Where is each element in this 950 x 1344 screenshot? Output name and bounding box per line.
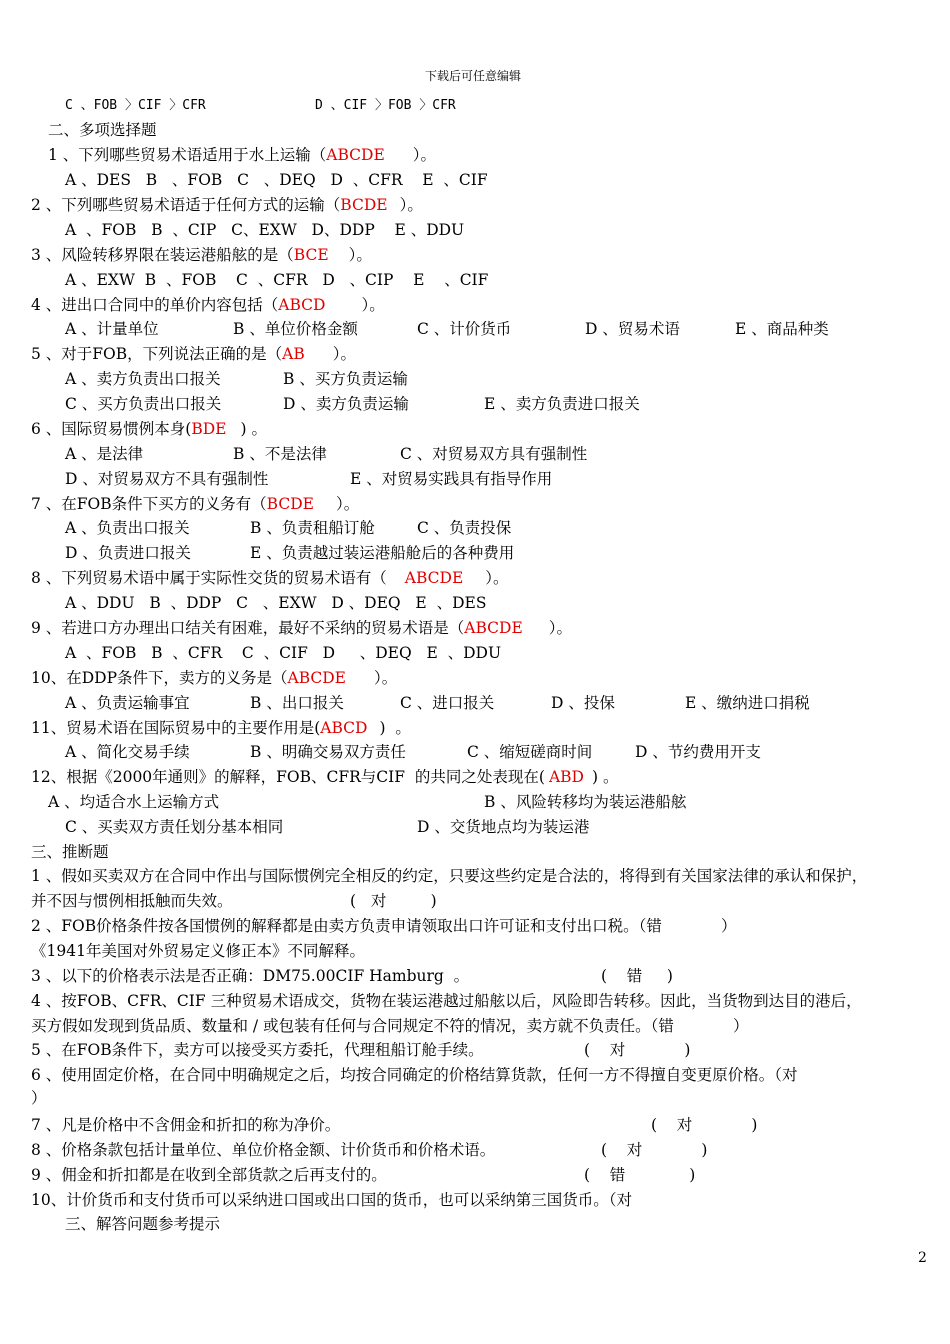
question-text: 1 、下列哪些贸易术语适用于水上运输（: [48, 146, 327, 164]
question-7: [31, 494, 359, 514]
question-7-option-a: A 、负责出口报关: [65, 519, 190, 537]
question-tail: ）。: [548, 619, 573, 637]
question-tail: ）。: [374, 669, 398, 687]
question-text: 12、根据《2000年通则》的解释，FOB、CFR与CIF 的共同之处表现在(: [31, 768, 545, 786]
question-tail: ) 。: [379, 719, 411, 737]
question-6-option-e: E 、对贸易实践具有指导作用: [350, 470, 553, 488]
question-7-option-b: B 、负责租船订舱: [250, 519, 375, 537]
question-11-option-d: D 、节约费用开支: [635, 743, 761, 761]
question-5-option-e: E 、卖方负责进口报关: [484, 395, 640, 413]
question-7-option-e: E 、负责越过装运港船舱后的各种费用: [250, 544, 515, 562]
question-2: [31, 195, 423, 215]
judgement-7: 7 、凡是价格中不含佣金和折扣的称为净价。: [31, 1116, 341, 1134]
judgement-1-mark: ( 对 ): [350, 892, 437, 910]
question-2-options: A 、FOB B 、CIP C、EXW D、DDP E 、DDU: [65, 221, 465, 239]
judgement-4-line-2: 买方假如发现到货品质、数量和 / 或包装有任何与合同规定不符的情况，卖方就不负责任。（错 ）: [31, 1017, 749, 1035]
question-4-option-d: D 、贸易术语: [585, 320, 680, 338]
question-1-options: A 、DES B 、FOB C 、DEQ D 、CFR E 、CIF: [65, 171, 488, 189]
question-6-option-c: C 、对贸易双方具有强制性: [400, 445, 588, 463]
question-10-option-b: B 、出口报关: [250, 694, 344, 712]
question-5-option-d: D 、卖方负责运输: [283, 395, 409, 413]
question-4: [31, 295, 385, 315]
question-4-option-e: E 、商品种类: [735, 320, 829, 338]
judgement-6-line-2: ）: [31, 1089, 47, 1107]
answer: BCDE: [266, 495, 314, 513]
question-text: 2 、下列哪些贸易术语适于任何方式的运输（: [31, 196, 341, 214]
answer: ABCDE: [404, 569, 464, 587]
judgement-3-mark: ( 错 ): [601, 967, 673, 985]
judgement-7-mark: ( 对 ): [651, 1116, 758, 1134]
question-tail: ）。: [335, 495, 360, 513]
question-6-option-b: B 、不是法律: [233, 445, 327, 463]
question-1: [48, 145, 436, 165]
question-10-option-c: C 、进口报关: [400, 694, 495, 712]
judgement-9: 9 、佣金和折扣都是在收到全部货款之后再支付的。: [31, 1166, 387, 1184]
question-9-options: A 、FOB B 、CFR C 、CIF D 、DEQ E 、DDU: [65, 644, 502, 662]
question-11-option-a: A 、简化交易手续: [65, 743, 190, 761]
answer: BDE: [191, 420, 227, 438]
option-c: C 、FOB 〉CIF 〉CFR: [65, 98, 206, 113]
question-text: 11、贸易术语在国际贸易中的主要作用是(: [31, 719, 321, 737]
judgement-2-line-1: 2 、FOB价格条件按各国惯例的解释都是由卖方负责申请领取出口许可证和支付出口税。（错 ）: [31, 917, 737, 935]
question-11: [31, 718, 411, 738]
answer: BCE: [293, 246, 329, 264]
question-5: [31, 344, 356, 364]
question-12-option-d: D 、交货地点均为装运港: [417, 818, 590, 836]
answer: ABCDE: [287, 669, 346, 687]
question-3-options: A 、EXW B 、FOB C 、CFR D 、CIP E 、CIF: [65, 271, 489, 289]
question-tail: ）。: [485, 569, 509, 587]
judgement-5: 5 、在FOB条件下，卖方可以接受买方委托，代理租船订舱手续。: [31, 1041, 484, 1059]
question-8-options: A 、DDU B 、DDP C 、EXW D 、DEQ E 、DES: [65, 594, 487, 612]
question-5-option-c: C 、买方负责出口报关: [65, 395, 222, 413]
answer: ABCDE: [326, 146, 385, 164]
question-tail: ) 。: [591, 768, 619, 786]
question-5-option-b: B 、买方负责运输: [283, 370, 408, 388]
option-d: D 、CIF 〉FOB 〉CFR: [315, 98, 456, 113]
question-7-option-c: C 、负责投保: [417, 519, 512, 537]
answer: ABCD: [320, 719, 368, 737]
question-8: [31, 568, 509, 588]
question-10: [31, 668, 397, 688]
question-7-option-d: D 、负责进口报关: [65, 544, 191, 562]
judgement-9-mark: ( 错 ): [584, 1166, 696, 1184]
question-text: 8 、下列贸易术语中属于实际性交货的贸易术语有（: [31, 569, 387, 587]
answer: AB: [282, 345, 305, 363]
question-text: 6 、国际贸易惯例本身(: [31, 420, 192, 438]
judgement-10: 10、计价货币和支付货币可以采纳进口国或出口国的货币，也可以采纳第三国货币。（对: [31, 1191, 632, 1209]
page-number: 2: [918, 1250, 927, 1266]
question-10-option-e: E 、缴纳进口捐税: [685, 694, 810, 712]
question-tail: ）。: [361, 296, 385, 314]
question-6-option-a: A 、是法律: [65, 445, 144, 463]
answer: ABCDE: [464, 619, 523, 637]
question-4-option-c: C 、计价货币: [417, 320, 512, 338]
question-6-option-d: D 、对贸易双方不具有强制性: [65, 470, 269, 488]
judgement-8-mark: ( 对 ): [601, 1141, 708, 1159]
judgement-5-mark: ( 对 ): [584, 1041, 691, 1059]
judgement-4-line-1: 4 、按FOB、CFR、CIF 三种贸易术语成交，货物在装运港越过船舷以后，风险即告转移。因此，当货物到达目的港后，: [31, 992, 862, 1010]
judgement-6-line-1: 6 、使用固定价格，在合同中明确规定之后，均按合同确定的价格结算货款，任何一方不得擅自变更原价格。（对: [31, 1066, 798, 1084]
question-10-option-d: D 、投保: [551, 694, 615, 712]
question-text: 5 、对于FOB，下列说法正确的是（: [31, 345, 283, 363]
answer: ABD: [548, 768, 584, 786]
question-3: [31, 245, 372, 265]
question-text: 4 、进出口合同中的单价内容包括（: [31, 296, 279, 314]
question-11-option-c: C 、缩短磋商时间: [467, 743, 593, 761]
question-9: [31, 618, 572, 638]
question-tail: ）。: [332, 345, 357, 363]
question-12-option-c: C 、买卖双方责任划分基本相同: [65, 818, 284, 836]
question-4-option-b: B 、单位价格金额: [233, 320, 358, 338]
judgement-1-line-2: 并不因与惯例相抵触而失效。: [31, 892, 233, 910]
page-header: 下载后可任意编辑: [425, 69, 522, 83]
question-11-option-b: B 、明确交易双方责任: [250, 743, 406, 761]
judgement-2-line-2: 《1941年美国对外贸易定义修正本》不同解释。: [31, 942, 365, 960]
question-12: [31, 767, 618, 787]
question-12-option-a: A 、均适合水上运输方式: [48, 793, 220, 811]
answer: ABCD: [278, 296, 326, 314]
section-title: 二、多项选择题: [48, 121, 157, 139]
judgement-3: 3 、以下的价格表示法是否正确：DM75.00CIF Hamburg 。: [31, 967, 470, 985]
question-tail: ) 。: [240, 420, 267, 438]
question-6: [31, 419, 267, 439]
question-4-option-a: A 、计量单位: [65, 320, 159, 338]
question-text: 7 、在FOB条件下买方的义务有（: [31, 495, 267, 513]
question-12-option-b: B 、风险转移均为装运港船舷: [484, 793, 687, 811]
question-text: 3 、风险转移界限在装运港船舷的是（: [31, 246, 294, 264]
question-tail: ）。: [412, 146, 437, 164]
question-5-option-a: A 、卖方负责出口报关: [65, 370, 221, 388]
judgement-8: 8 、价格条款包括计量单位、单位价格金额、计价货币和价格术语。: [31, 1141, 496, 1159]
judgement-1-line-1: 1 、假如买卖双方在合同中作出与国际惯例完全相反的约定，只要这些约定是合法的，将得到有关国家法律的承认和保护，: [31, 867, 868, 885]
question-tail: ）。: [348, 246, 372, 264]
answer: BCDE: [340, 196, 388, 214]
next-section-title: 三、解答问题参考提示: [65, 1215, 221, 1233]
question-10-option-a: A 、负责运输事宜: [65, 694, 190, 712]
question-text: 9 、若进口方办理出口结关有困难，最好不采纳的贸易术语是（: [31, 619, 465, 637]
question-text: 10、在DDP条件下，卖方的义务是（: [31, 669, 288, 687]
section-title: 三、推断题: [31, 843, 109, 861]
question-tail: ）。: [399, 196, 423, 214]
